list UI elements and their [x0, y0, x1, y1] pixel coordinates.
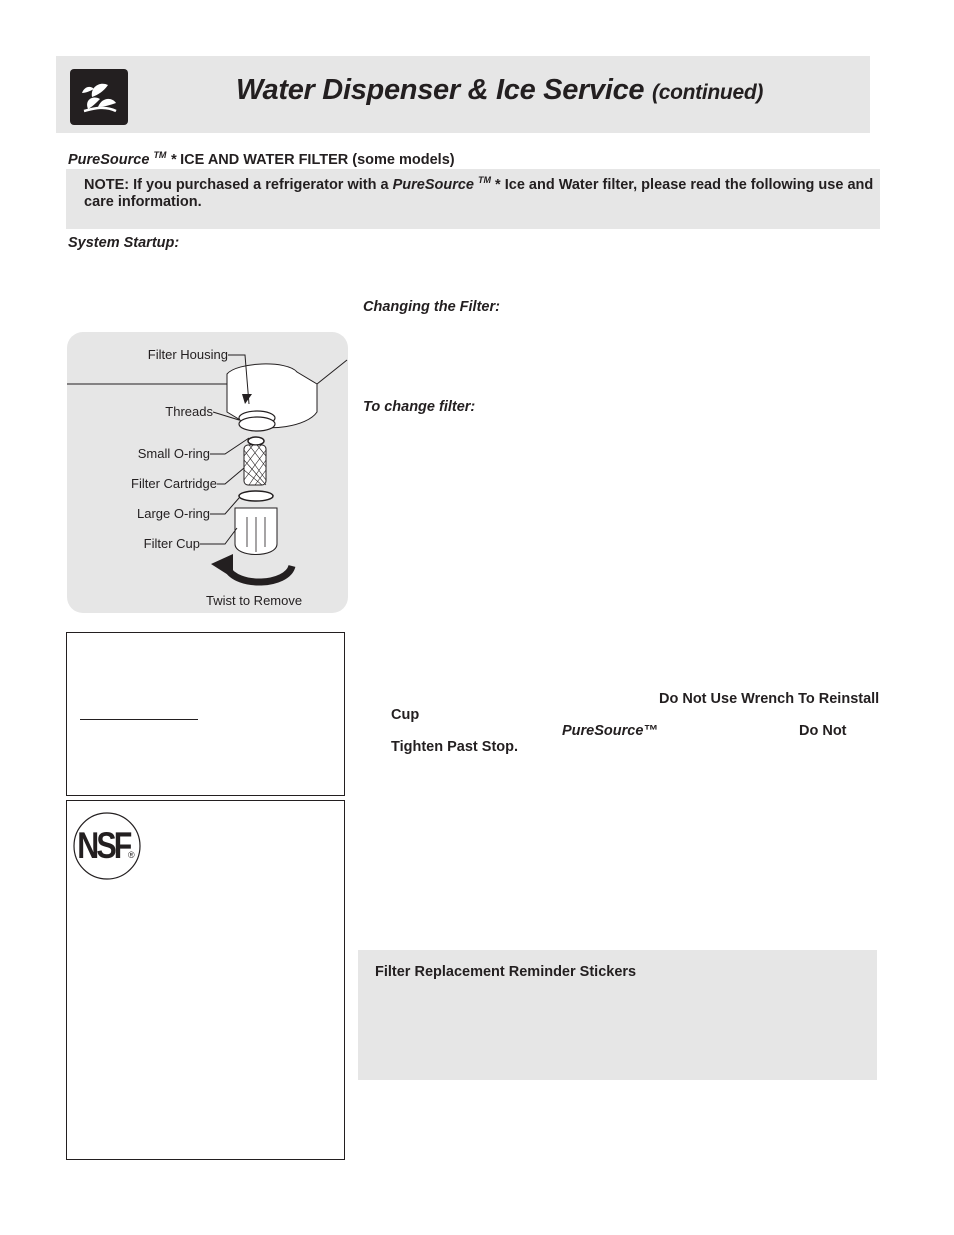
changing-filter-heading: Changing the Filter:: [363, 299, 500, 315]
nsf-logo-text: NSF: [77, 825, 130, 867]
large-o-ring-shape: [239, 491, 273, 501]
page-title-suffix: (continued): [652, 81, 764, 104]
to-change-filter-heading: To change filter:: [363, 399, 476, 415]
note-text: [84, 172, 874, 211]
do-not-use-wrench-text: Do Not Use Wrench To Reinstall: [659, 691, 880, 707]
note-prefix: NOTE: If you purchased a refrigerator with a: [84, 176, 393, 193]
do-not-text: Do Not: [799, 723, 847, 739]
info-box: [66, 632, 345, 796]
system-startup-heading: System Startup:: [68, 235, 180, 251]
trademark: TM: [153, 150, 167, 160]
label-filter-cartridge: Filter Cartridge: [131, 476, 217, 491]
reminder-title: Filter Replacement Reminder Stickers: [375, 964, 637, 980]
note-suffix: * Ice and Water filter, please read the following use and care information.: [84, 176, 874, 210]
section-heading-text: ICE AND WATER FILTER (some models): [180, 151, 455, 168]
cup-text: Cup: [391, 707, 420, 723]
brand-name: PureSource: [68, 151, 150, 168]
label-large-o-ring: Large O-ring: [137, 506, 210, 521]
note-trademark: TM: [478, 175, 492, 185]
label-filter-cup: Filter Cup: [143, 536, 200, 551]
puresource-text: PureSource™: [562, 723, 658, 739]
label-filter-housing: Filter Housing: [147, 347, 228, 362]
asterisk: *: [170, 151, 177, 168]
nsf-registered-mark: ®: [128, 850, 135, 860]
filter-diagram: [67, 332, 348, 613]
nsf-logo-icon: [72, 811, 142, 881]
label-small-o-ring: Small O-ring: [137, 446, 210, 461]
small-o-ring-shape: [248, 437, 264, 445]
section-heading: [68, 150, 455, 168]
signature-line: [80, 719, 198, 720]
label-twist-to-remove: Twist to Remove: [206, 593, 303, 608]
label-threads: Threads: [165, 404, 213, 419]
twist-arrow-icon: [227, 566, 292, 582]
note-brand: PureSource: [392, 176, 474, 193]
page-title: Water Dispenser & Ice Service (continued): [236, 74, 764, 106]
leaves-logo-icon: [70, 69, 128, 125]
tighten-past-stop-text: Tighten Past Stop.: [391, 739, 519, 755]
